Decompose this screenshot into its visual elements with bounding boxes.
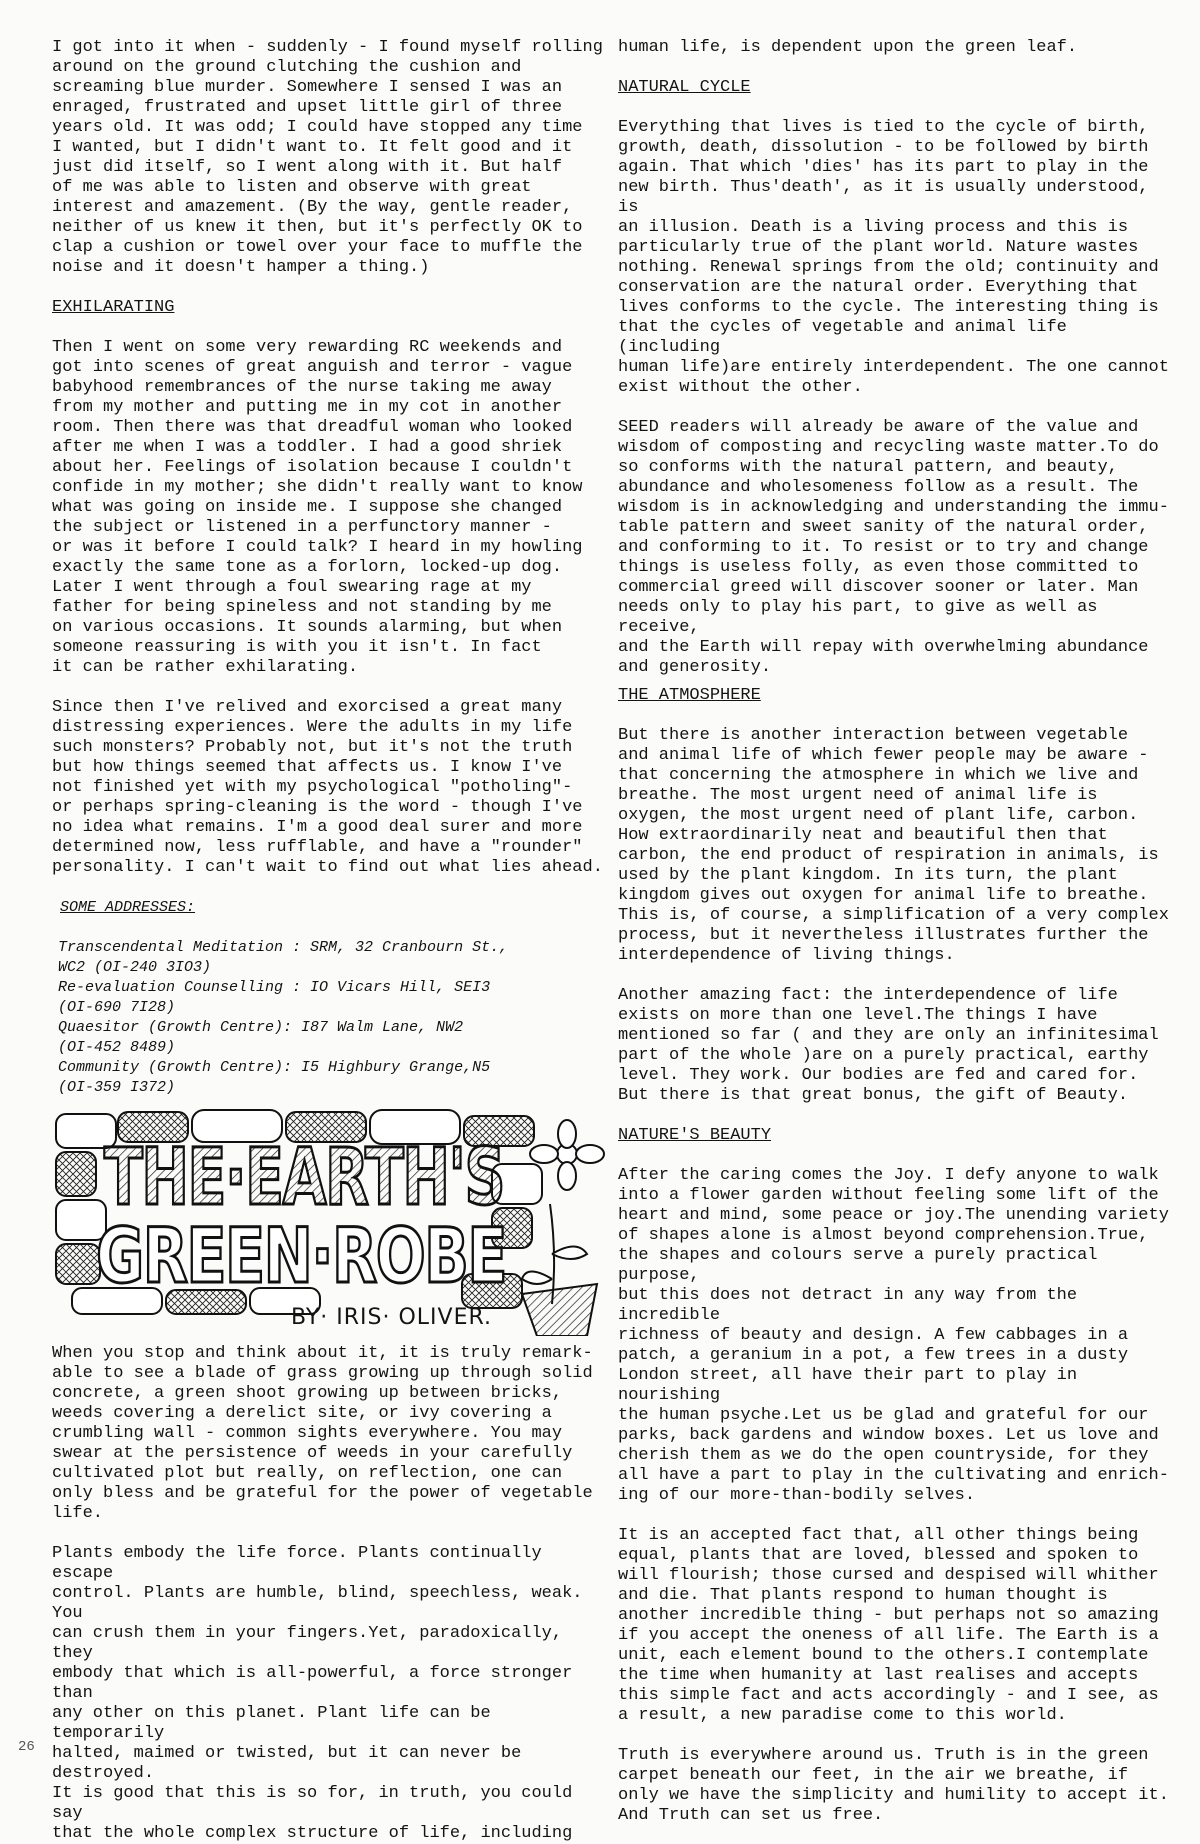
title-banner	[52, 1104, 612, 1336]
paragraph: Truth is everywhere around us. Truth is in the green carpet beneath our feet, in the air we breathe, if only we have the simplicity and humility to accept it. And Truth can set us free.	[618, 1746, 1169, 1825]
left-column	[52, 38, 612, 1844]
banner-title-line1: THE·EARTH'S	[104, 1133, 504, 1223]
page-number: 26	[18, 1739, 35, 1755]
paragraph: But there is another interaction between vegetable and animal life of which fewer people may be aware - that concerning the atmosphere in which we live and breathe. The most urgent need of animal life is oxygen, the most urgent need of plant life, carbon. How extraordinarily neat and beautiful then that carbon, the end product of respiration in animals, is used by the plant kingdom. In its turn, the plant kingdom gives out oxygen for animal life to breathe. This is, of course, a simplification of a very complex process, but it nevertheless illustrates further the interdependence of living things.	[618, 726, 1169, 965]
paragraph: It is an accepted fact that, all other things being equal, plants that are loved, blessed and spoken to will flourish; those cursed and despised will whither and die. That plants respond to human thought is another incredible thing - but perhaps not so amazing if you accept the oneness of all life. The Earth is a unit, each element bound to the others.I contemplate the time when humanity at last realises and accepts this simple fact and acts accordingly - and I see, as a result, a new paradise come to this world.	[618, 1526, 1159, 1725]
banner-title-line2: GREEN·ROBE	[96, 1211, 506, 1300]
heading-natures-beauty: NATURE'S BEAUTY	[618, 1126, 772, 1145]
paragraph: After the caring comes the Joy. I defy anyone to walk into a flower garden without feeling some lift of the heart and mind, some peace or joy.The unending variety of shapes alone is almost beyond comprehension.True, the shapes and colours serve a purely practical purpose, but this does not detract in any way from the incredible richness of beauty and design. A few cabbages in a patch, a geranium in a pot, a few trees in a dusty London street, all have their part to play in nourishing the human psyche.Let us be glad and grateful for our parks, back gardens and window boxes. Let us love and cherish them as we do the open countryside, for they all have a part to play in the cultivating and enrich- ing of our more-than-bodily selves.	[618, 1166, 1169, 1505]
paragraph: When you stop and think about it, it is truly remark- able to see a blade of grass growing up through solid concrete, a green shoot growing up between bricks, weeds covering a derelict site, or ivy covering a crumbling wall - common sights everywhere. You may swear at the persistence of weeds in your carefully cultivated plot but really, on reflection, one can only bless and be grateful for the power of vegetable life.	[52, 1344, 593, 1523]
paragraph: Then I went on some very rewarding RC weekends and got into scenes of great anguish and terror - vague babyhood remembrances of the nurse taking me away from my mother and putting me in my cot in another room. Then there was that dreadful woman who looked after me when I was a toddler. I had a good shriek about her. Feelings of isolation because I couldn't confide in my mother; she didn't really want to know what was going on inside me. I suppose she changed the subject or listened in a perfunctory manner - or was it before I could talk? I heard in my howling exactly the same tone as a forlorn, locked-up dog. Later I went through a foul swearing rage at my father for being spineless and not standing by me on various occasions. It sounds alarming, but when someone reassuring is with you it isn't. In fact it can be rather exhilarating.	[52, 338, 583, 677]
paragraph: Another amazing fact: the interdependence of life exists on more than one level.The things I have mentioned so far ( and they are only an infinitesimal part of the whole )are on a purely practical, earthy level. They work. Our bodies are fed and cared for. But there is that great bonus, the gift of Beauty.	[618, 986, 1159, 1105]
paragraph: human life, is dependent upon the green leaf.	[618, 38, 1078, 57]
heading-the-atmosphere: THE ATMOSPHERE	[618, 686, 761, 705]
right-column	[618, 38, 1178, 1826]
heading-exhilarating: EXHILARATING	[52, 298, 175, 317]
paragraph: Plants embody the life force. Plants continually escape control. Plants are humble, blind, speechless, weak. You can crush them in your fingers.Yet, paradoxically, they embody that which is all-powerful, a force stronger than any other on this planet. Plant life can be temporarily halted, maimed or twisted, but it can never be destroyed. It is good that this is so for, in truth, you could say that the whole complex structure of life, including	[52, 1544, 583, 1843]
paragraph: SEED readers will already be aware of the value and wisdom of composting and recycling waste matter.To do so conforms with the natural pattern, and beauty, abundance and wholesomeness follow as a result. The wisdom is in acknowledging and understanding the immu- table pattern and sweet sanity of the natural order, and conforming to it. To resist or to try and change things is useless folly, as even those committed to commercial greed will discover sooner or later. Man needs only to play his part, to give as well as receive, and the Earth will repay with overwhelming abundance and generosity.	[618, 418, 1169, 677]
author-byline: BY· IRIS· OLIVER.	[290, 1305, 492, 1330]
paragraph: Everything that lives is tied to the cycle of birth, growth, death, dissolution - to be followed by birth again. That which 'dies' has its part to play in the new birth. Thus'death', as it is usually understood, is an illusion. Death is a living process and this is particularly true of the plant world. Nature wastes nothing. Renewal springs from the old; continuity and conservation are the natural order. Everything that lives conforms to the cycle. The interesting thing is that the cycles of vegetable and animal life (including human life)are entirely interdependent. The one cannot exist without the other.	[618, 118, 1169, 397]
address-list: Transcendental Meditation : SRM, 32 Cranbourn St., WC2 (OI-240 3IO3) Re-evaluation Counselling : IO Vicars Hill, SEI3 (OI-690 7I28) Quaesitor (Growth Centre): I87 Walm Lane, NW2 (OI-452 8489) Community (Growth Centre): I5 Highbury Grange,N5 (OI-359 I372)	[58, 939, 509, 1096]
heading-some-addresses: SOME ADDRESSES:	[60, 899, 196, 916]
paragraph: I got into it when - suddenly - I found myself rolling around on the ground clutching the cushion and screaming blue murder. Somewhere I sensed I was an enraged, frustrated and upset little girl of three years old. It was odd; I could have stopped any time I wanted, but I didn't want to. It felt good and it just did itself, so I went along with it. But half of me was able to listen and observe with great interest and amazement. (By the way, gentle reader, neither of us knew it then, but it's perfectly OK to clap a cushion or towel over your face to muffle the noise and it doesn't hamper a thing.)	[52, 38, 603, 277]
heading-natural-cycle: NATURAL CYCLE	[618, 78, 751, 97]
title-illustration	[52, 1104, 612, 1336]
paragraph: Since then I've relived and exorcised a great many distressing experiences. Were the adults in my life such monsters? Probably not, but it's not the truth but how things seemed that affects us. I know I've not finished yet with my psychological "potholing"- or perhaps spring-cleaning is the word - though I've no idea what remains. I'm a good deal surer and more determined now, less rufflable, and have a "rounder" personality. I can't wait to find out what lies ahead.	[52, 698, 603, 877]
